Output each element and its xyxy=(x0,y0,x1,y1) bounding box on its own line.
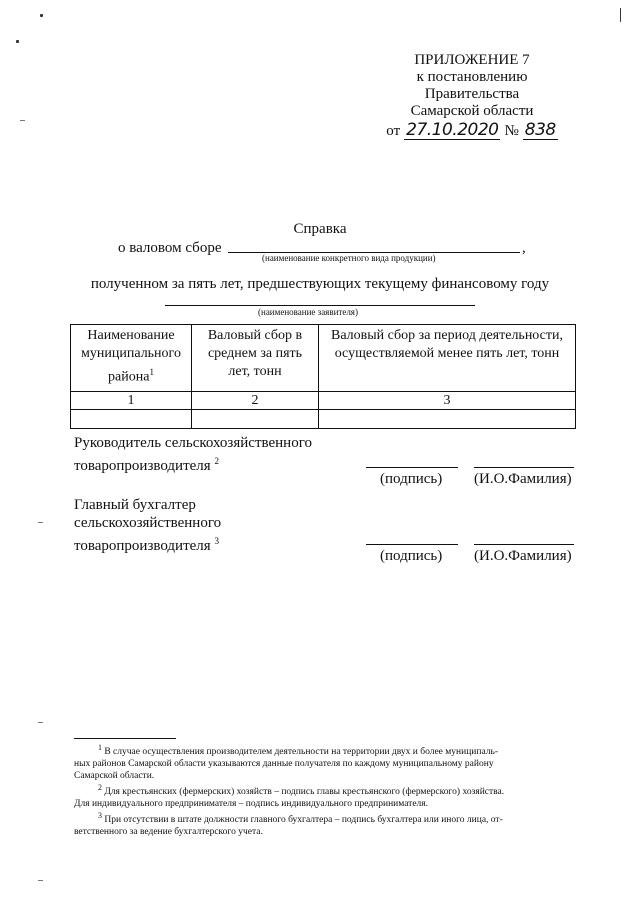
name-label: (И.О.Фамилия) xyxy=(474,471,572,487)
accountant-title: товаропроизводителя xyxy=(74,538,211,554)
accountant-title: Главный бухгалтер xyxy=(74,497,196,513)
footnote-mark: 1 xyxy=(98,743,102,752)
handwritten-date: 27.10.2020 xyxy=(406,120,499,140)
footnote-mark: 3 xyxy=(98,811,102,821)
footnote-line: ветственного за ведение бухгалтерского учета. xyxy=(74,827,263,838)
table-cell: 2 xyxy=(192,392,319,410)
table-cell xyxy=(192,410,319,429)
appendix-date-number xyxy=(372,121,572,140)
from-label: от xyxy=(386,123,401,139)
table-cell: 3 xyxy=(319,392,576,410)
applicant-underline xyxy=(165,305,475,306)
period-line: полученном за пять лет, предшествующих текущему финансовому году xyxy=(90,276,550,292)
appendix-line: Самарской области xyxy=(410,103,534,119)
signature-label: (подпись) xyxy=(380,548,443,564)
name-line xyxy=(474,544,574,545)
product-line xyxy=(118,240,221,257)
appendix-header xyxy=(372,52,572,140)
footnotes xyxy=(74,742,574,838)
signature-line xyxy=(366,467,458,468)
accountant-title: сельскохозяйственного xyxy=(74,515,222,531)
handwritten-number: 838 xyxy=(524,120,556,140)
footnote-line: $^3$ При отсутствии в штате должности главного бухгалтера – подпись бухгалтера или иного лица, от- xyxy=(98,811,503,826)
scan-speck xyxy=(38,522,43,523)
scan-speck xyxy=(40,14,43,17)
footnote-line: ных районов Самарской области указываются данные получателя по каждому муниципальному району xyxy=(74,759,494,770)
table-number-row xyxy=(71,392,576,410)
name-line xyxy=(474,467,574,468)
table-header-row xyxy=(71,325,576,392)
scan-speck xyxy=(38,880,43,881)
product-prefix: о валовом сборе xyxy=(118,240,222,256)
footnote-mark: 2 xyxy=(98,783,102,793)
footnote-ref: 2 xyxy=(214,456,219,466)
harvest-table xyxy=(70,324,576,429)
table-row xyxy=(71,410,576,429)
product-comma: , xyxy=(522,240,526,256)
appendix-line: к постановлению Правительства xyxy=(416,69,528,102)
head-title: товаропроизводителя xyxy=(74,458,211,474)
scan-speck xyxy=(16,40,19,43)
accountant-signature-block xyxy=(74,496,221,555)
signature-line xyxy=(366,544,458,545)
number-label: № xyxy=(504,123,519,139)
header-cell-district: Наименование муниципального района$^1$ xyxy=(71,325,192,392)
footnote-separator xyxy=(74,738,176,739)
footnote-line: Самарской области. xyxy=(74,771,155,782)
applicant-caption: (наименование заявителя) xyxy=(258,307,358,317)
footnote-ref: 3 xyxy=(214,536,219,546)
table-cell xyxy=(71,410,192,429)
signature-label: (подпись) xyxy=(380,471,443,487)
header-cell-period: Валовый сбор за период деятельности, осуществляемой менее пять лет, тонн xyxy=(319,325,576,392)
appendix-title: ПРИЛОЖЕНИЕ 7 xyxy=(414,52,530,68)
head-signature-block xyxy=(74,434,312,475)
table-cell: 1 xyxy=(71,392,192,410)
scan-speck xyxy=(38,722,43,723)
header-cell-average: Валовый сбор в среднем за пять лет, тонн xyxy=(192,325,319,392)
head-title: Руководитель сельскохозяйственного xyxy=(74,435,312,451)
scan-speck xyxy=(20,120,25,121)
scan-speck xyxy=(620,8,621,22)
name-label: (И.О.Фамилия) xyxy=(474,548,572,564)
table-cell xyxy=(319,410,576,429)
document-title: Справка xyxy=(293,221,347,237)
footnote-ref: 1 xyxy=(149,367,154,377)
footnote-line: Для индивидуального предпринимателя – подпись индивидуального предпринимателя. xyxy=(74,799,429,810)
product-caption: (наименование конкретного вида продукции) xyxy=(262,253,436,263)
footnote-line: $^1$ В случае осуществления производителем деятельности на территории двух и более муниципаль- xyxy=(98,743,498,758)
footnote-line: $^2$ Для крестьянских (фермерских) хозяйств – подпись главы крестьянского (фермерского) хозяйства. xyxy=(98,783,505,798)
